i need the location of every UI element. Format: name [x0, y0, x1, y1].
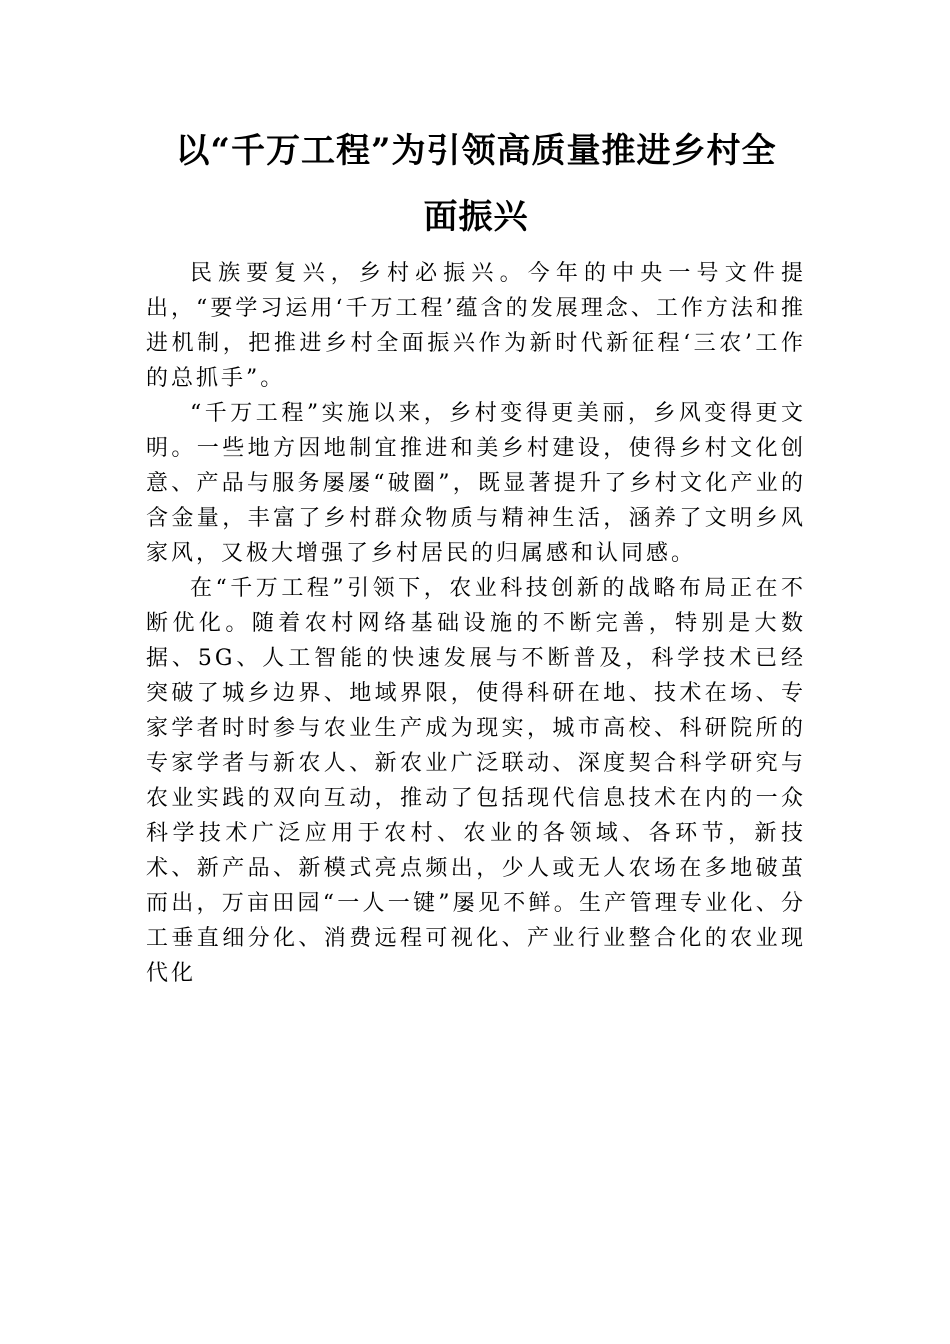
paragraph-1: 民族要复兴，乡村必振兴。今年的中央一号文件提出，“要学习运用‘千万工程’蕴含的发展理念、工作方法和推进机制，把推进乡村全面振兴作为新时代新征程‘三农’工作的总抓手”。 [146, 261, 806, 391]
title-line-2: 面振兴 [423, 197, 529, 237]
paragraph-3: 在“千万工程”引领下，农业科技创新的战略布局正在不断优化。随着农村网络基础设施的不断完善，特别是大数据、5G、人工智能的快速发展与不断普及，科学技术已经突破了城乡边界、地域界限，使得科研在地、技术在场、专家学者时时参与农业生产成为现实，城市高校、科研院所的专家学者与新农人、新农业广泛联动、深度契合科学研究与农业实践的双向互动，推动了包括现代信息技术在内的一众科学技术广泛应用于农村、农业的各领域、各环节，新技术、新产品、新模式亮点频出，少人或无人农场在多地破茧而出，万亩田园“一人一键”屡见不鲜。生产管理专业化、分工垂直细分化、消费远程可视化、产业行业整合化的农业现代化 [146, 576, 806, 986]
title-line-1: 以“千万工程”为引领高质量推进乡村全 [175, 131, 777, 171]
paragraph-2: “千万工程”实施以来，乡村变得更美丽，乡风变得更文明。一些地方因地制宜推进和美乡村建设，使得乡村文化创意、产品与服务屡屡“破圈”，既显著提升了乡村文化产业的含金量，丰富了乡村群众物质与精神生活，涵养了文明乡风家风，又极大增强了乡村居民的归属感和认同感。 [146, 401, 806, 566]
document-title [146, 118, 806, 250]
document-page [146, 118, 806, 991]
